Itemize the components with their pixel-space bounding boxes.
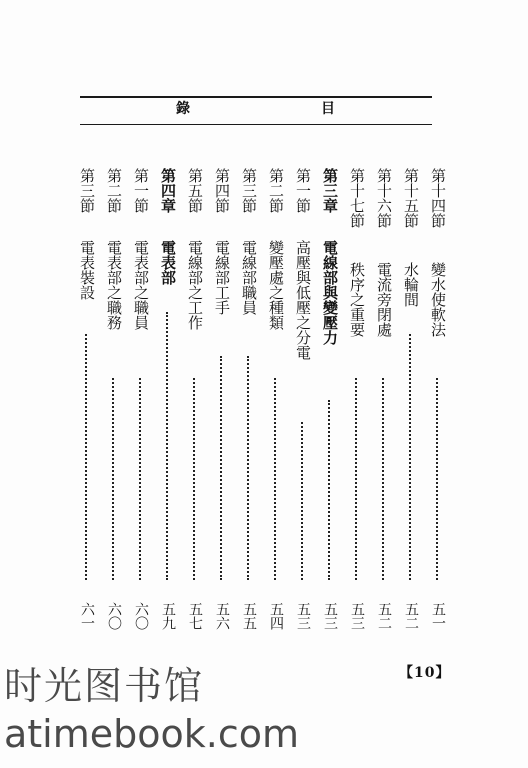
toc-entry-title: 第一節: [132, 168, 150, 213]
dot-leader: [166, 312, 168, 580]
toc-entry: [130, 168, 152, 630]
table-of-contents: [0, 168, 528, 648]
toc-entry-page: 六〇: [133, 602, 149, 630]
running-head-left: 錄: [176, 101, 190, 117]
toc-entry-title: 第十六節: [375, 168, 393, 228]
header-top-rule: [80, 96, 432, 98]
dot-leader: [193, 378, 195, 580]
toc-entry-heading: 電表裝設: [78, 240, 96, 300]
toc-entry-title: 第十五節: [402, 168, 420, 228]
toc-entry-title: 第三章: [321, 168, 339, 213]
toc-entry: [292, 168, 314, 630]
dot-leader: [328, 400, 330, 580]
dot-leader: [274, 378, 276, 580]
toc-entry: [76, 168, 98, 630]
toc-entry-page: 五五: [241, 602, 257, 630]
toc-entry-page: 五三: [349, 602, 365, 630]
toc-entry: [400, 168, 422, 630]
toc-entry-title: 第四節: [213, 168, 231, 213]
dot-leader: [301, 422, 303, 580]
toc-entry-page: 五九: [160, 602, 176, 630]
toc-entry: [157, 168, 179, 630]
toc-entry-title: 第五節: [186, 168, 204, 213]
toc-entry-title: 第三節: [240, 168, 258, 213]
toc-entry-heading: 電線部職員: [240, 240, 258, 315]
toc-entry: [265, 168, 287, 630]
dot-leader: [382, 378, 384, 580]
toc-entry-heading: 電表部: [159, 240, 177, 285]
toc-entry-heading: 電表部之職員: [132, 240, 150, 330]
dot-leader: [409, 334, 411, 580]
toc-entry-page: 五一: [430, 602, 446, 630]
toc-entry: [346, 168, 368, 630]
toc-entry-title: 第十四節: [429, 168, 447, 228]
toc-entry-page: 六一: [79, 602, 95, 630]
toc-entry-title: 第二節: [267, 168, 285, 213]
dot-leader: [355, 378, 357, 580]
toc-entry-heading: 變壓處之種類: [267, 240, 285, 330]
toc-entry-heading: 電表部之職務: [105, 240, 123, 330]
toc-entry-page: 五六: [214, 602, 230, 630]
watermark-english: atimebook.com: [4, 712, 300, 756]
header-bottom-rule: [80, 124, 432, 125]
toc-entry-heading: 電線部之工作: [186, 240, 204, 330]
toc-entry: [211, 168, 233, 630]
toc-entry: [103, 168, 125, 630]
toc-entry: [427, 168, 449, 630]
toc-entry-heading: 電流旁閉處: [375, 262, 393, 337]
toc-entry-title: 第十七節: [348, 168, 366, 228]
dot-leader: [85, 334, 87, 580]
toc-entry: [319, 168, 341, 630]
dot-leader: [112, 378, 114, 580]
toc-entry: [184, 168, 206, 630]
dot-leader: [436, 378, 438, 580]
toc-entry: [238, 168, 260, 630]
toc-entry-page: 六〇: [106, 602, 122, 630]
watermark-chinese: 时光图书馆: [4, 664, 205, 708]
toc-entry-title: 第三節: [78, 168, 96, 213]
toc-entry-page: 五三: [322, 602, 338, 630]
toc-entry-page: 五三: [295, 602, 311, 630]
dot-leader: [139, 378, 141, 580]
toc-entry-title: 第四章: [159, 168, 177, 213]
toc-entry-heading: 高壓與低壓之分電: [294, 240, 312, 360]
toc-entry-heading: 變水使軟法: [429, 262, 447, 337]
toc-entry-heading: 秩序之重要: [348, 262, 366, 337]
dot-leader: [247, 356, 249, 580]
dot-leader: [220, 356, 222, 580]
toc-entry-page: 五四: [268, 602, 284, 630]
toc-entry-page: 五二: [376, 602, 392, 630]
toc-entry-title: 第一節: [294, 168, 312, 213]
toc-entry-page: 五二: [403, 602, 419, 630]
toc-entry-page: 五七: [187, 602, 203, 630]
toc-entry: [373, 168, 395, 630]
toc-entry-heading: 電線部與變壓力: [321, 240, 339, 345]
toc-entry-title: 第二節: [105, 168, 123, 213]
toc-entry-heading: 水輪間: [402, 262, 420, 307]
page-folio: 【10】: [399, 665, 451, 681]
running-head-right: 目: [321, 101, 335, 117]
toc-entry-heading: 電線部工手: [213, 240, 231, 315]
